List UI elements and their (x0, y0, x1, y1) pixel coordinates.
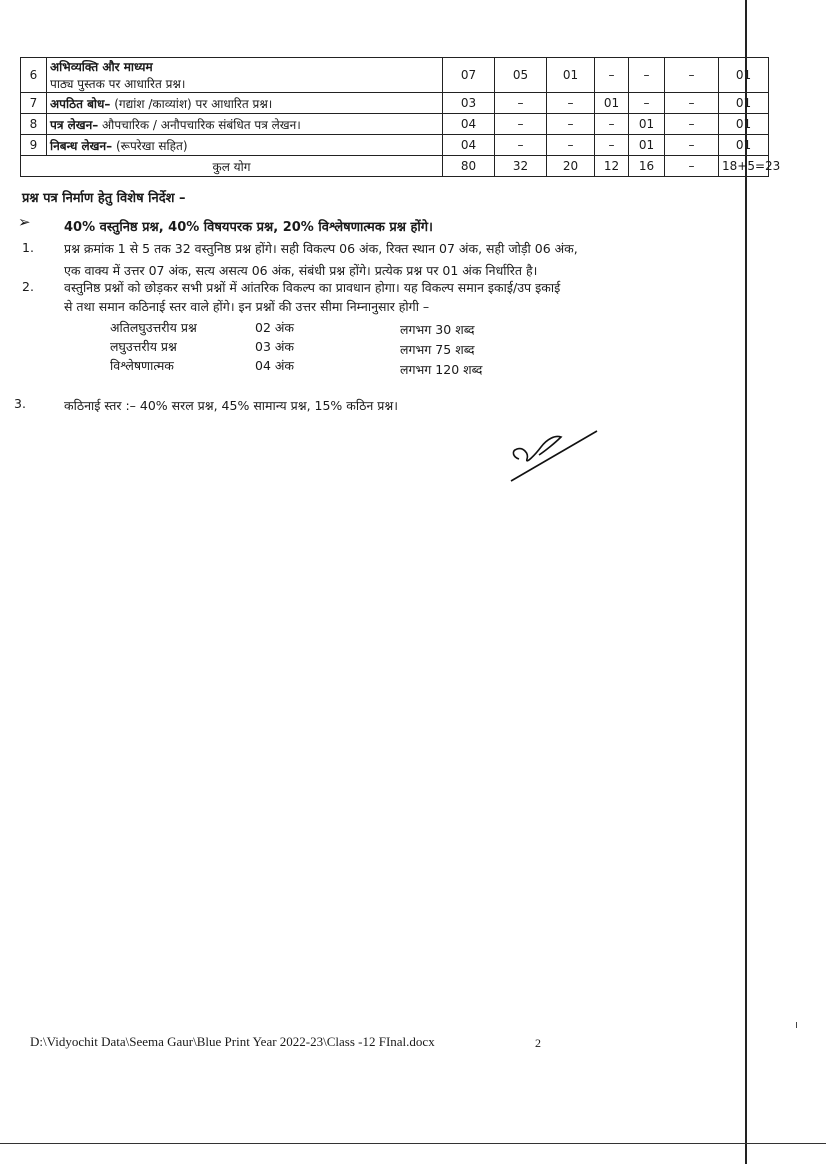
question-count-cell: 01 (719, 135, 769, 156)
value-cell: – (495, 135, 547, 156)
value-cell: 01 (629, 135, 665, 156)
value-cell: – (629, 58, 665, 93)
value-cell: – (595, 114, 629, 135)
table-row (21, 93, 769, 114)
total-marks-cell: 04 (443, 135, 495, 156)
instruction-number: 3. (14, 396, 26, 411)
value-cell: – (665, 135, 719, 156)
topic-cell (47, 58, 443, 93)
total-value: 80 (443, 156, 495, 177)
instruction-3-text: कठिनाई स्तर :– 40% सरल प्रश्न, 45% सामान्य प्रश्न, 15% कठिन प्रश्न। (64, 398, 398, 413)
table-row (21, 58, 769, 93)
limit-words: लगभग 75 शब्द (400, 342, 475, 357)
value-cell: – (547, 93, 595, 114)
instructions-heading: प्रश्न पत्र निर्माण हेतु विशेष निर्देश – (22, 191, 186, 206)
row-number: 7 (21, 93, 47, 114)
instruction-2-line-2: से तथा समान कठिनाई स्तर वाले होंगे। इन प्रश्नों की उत्तर सीमा निम्नानुसार होगी – (64, 299, 430, 314)
instruction-2-line-1: वस्तुनिष्ठ प्रश्नों को छोड़कर सभी प्रश्नों में आंतरिक विकल्प का प्रावधान होगा। यह विकल्प समान इकाई/उप इकाई (64, 280, 561, 295)
topic-main: अपठित बोध– (50, 96, 111, 111)
instruction-1-line-1: प्रश्न क्रमांक 1 से 5 तक 32 वस्तुनिष्ठ प्रश्न होंगे। सही विकल्प 06 अंक, रिक्त स्थान 07 अंक, सही जोड़ी 06 अंक, (64, 241, 578, 256)
footer-file-path: D:\Vidyochit Data\Seema Gaur\Blue Print Year 2022-23\Class -12 FInal.docx (30, 1034, 435, 1049)
row-number: 9 (21, 135, 47, 156)
instruction-ratio: 40% वस्तुनिष्ठ प्रश्न, 40% विषयपरक प्रश्न, 20% विश्लेषणात्मक प्रश्न होंगे। (64, 220, 433, 235)
topic-sub: पाठ्य पुस्तक पर आधारित प्रश्न। (50, 77, 186, 91)
margin-tick (796, 1022, 797, 1028)
signature-mark (505, 425, 605, 485)
blueprint-table (20, 57, 781, 177)
value-cell: – (665, 93, 719, 114)
table-row (21, 114, 769, 135)
limit-words: लगभग 30 शब्द (400, 322, 475, 337)
instruction-number: 2. (22, 279, 34, 294)
limit-marks: 04 अंक (255, 358, 295, 373)
value-cell: – (629, 93, 665, 114)
total-value: 32 (495, 156, 547, 177)
value-cell: – (665, 58, 719, 93)
question-count-cell: 01 (719, 93, 769, 114)
page-bottom-border (0, 1143, 826, 1144)
total-label: कुल योग (21, 156, 443, 177)
limit-type: विश्लेषणात्मक (110, 358, 174, 373)
value-cell: – (665, 114, 719, 135)
row-number: 8 (21, 114, 47, 135)
value-cell: – (547, 135, 595, 156)
table-total-row (21, 156, 769, 177)
topic-main: पत्र लेखन– (50, 117, 99, 132)
instruction-1-line-2: एक वाक्य में उत्तर 07 अंक, सत्य असत्य 06 अंक, संबंधी प्रश्न होंगे। प्रत्येक प्रश्न पर 01 अंक निर्धारित है। (64, 263, 538, 278)
limit-marks: 02 अंक (255, 320, 295, 335)
footer-page-number: 2 (535, 1036, 541, 1050)
total-value: 16 (629, 156, 665, 177)
arrow-bullet-icon: ➢ (18, 213, 31, 231)
total-marks-cell: 07 (443, 58, 495, 93)
value-cell: 01 (547, 58, 595, 93)
limit-words: लगभग 120 शब्द (400, 362, 483, 377)
question-count-cell: 01 (719, 114, 769, 135)
value-cell: – (495, 93, 547, 114)
question-count-cell: 01 (719, 58, 769, 93)
total-value: 12 (595, 156, 629, 177)
value-cell: – (495, 114, 547, 135)
limit-type: अतिलघुउत्तरीय प्रश्न (110, 320, 197, 335)
limit-marks: 03 अंक (255, 339, 295, 354)
value-cell: – (595, 58, 629, 93)
topic-cell (47, 93, 443, 114)
total-marks-cell: 04 (443, 114, 495, 135)
total-marks-cell: 03 (443, 93, 495, 114)
limit-type: लघुउत्तरीय प्रश्न (110, 339, 177, 354)
instruction-number: 1. (22, 240, 34, 255)
total-value: 20 (547, 156, 595, 177)
topic-main: निबन्ध लेखन– (50, 138, 113, 153)
total-value: 18+5=23 (719, 156, 769, 177)
topic-cell (47, 114, 443, 135)
value-cell: 01 (629, 114, 665, 135)
total-value: – (665, 156, 719, 177)
topic-sub: औपचारिक / अनौपचारिक संबंधित पत्र लेखन। (98, 117, 301, 132)
topic-cell (47, 135, 443, 156)
value-cell: 01 (595, 93, 629, 114)
value-cell: – (547, 114, 595, 135)
topic-sub: (गद्यांश /काव्यांश) पर आधारित प्रश्न। (110, 96, 273, 111)
table-row (21, 135, 769, 156)
topic-main: अभिव्यक्ति और माध्यम (50, 60, 153, 74)
value-cell: – (595, 135, 629, 156)
topic-sub: (रूपरेखा सहित) (112, 138, 188, 153)
row-number: 6 (21, 58, 47, 93)
value-cell: 05 (495, 58, 547, 93)
